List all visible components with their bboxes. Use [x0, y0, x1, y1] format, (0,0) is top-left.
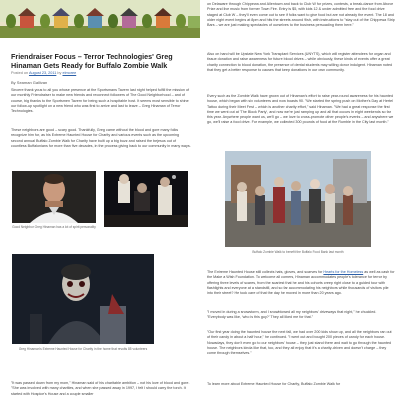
tree-icon [6, 14, 16, 28]
house-icon [122, 16, 136, 28]
house-icon [20, 16, 34, 28]
post-date-link[interactable]: August 23, 2011 [28, 71, 57, 75]
right-paragraph-4-end: as well as cash for the Make a Wish Foundation. To welcome all comers, Hinaman accommodates people's tolerance for terror by offering three levels of scares, from the scariest that he and his cohorts creep right close to a guided tour with flashlights and everyone at a standstill, and so far accommodating his neighbors while thousands of visitors pile into their street? He took care of that the day he moved in more than 20 years ago. [207, 270, 395, 296]
post-title[interactable]: Friendraiser Focus – Terror Technologies' Greg Hinaman Gets Ready for Buffalo Zombie Walk [11, 52, 173, 70]
photo-caption-3: Buffalo Zombie Walk to benefit the Buffalo Food Bank last month [252, 250, 344, 254]
haunted-house-image [104, 171, 188, 227]
right-paragraph-4 [207, 270, 395, 296]
tree-icon [142, 14, 152, 28]
post-author-link[interactable]: elmoree [62, 71, 77, 75]
house-icon [54, 16, 68, 28]
tree-icon [40, 14, 50, 28]
roof-icon [154, 8, 172, 16]
meta-prefix: Posted on [11, 71, 29, 75]
photo-zombie[interactable] [12, 254, 154, 344]
right-paragraph-1: on Delaware through Chippewa and Allentown and back to Club W for prizes, contests, a break-dance from Above Prize and live music from former Town Fire. Entry is $5, with kids 12 & under admitted free and the food drive staged at Club W – they'll even come out to see if folks want to give food but are not already the event. The 18 and older night event begins at 8pm and hits the streets around 9ish, with instructions to "stay out of the Chippewa Strip Bars – we are just making spectacles of ourselves to the business persuading them here." [207, 2, 395, 28]
tree-icon [74, 14, 84, 28]
right-paragraph-3: Every such as the Zombie Walk have grown out of Hinaman's effort to raise year-round awareness for his haunted house, which began with six volunteers and now boasts 90. "We started the spring push on Mother's Day at Hertel Tattoo during their Meet Fest – which is another charity effort," said Hinaman. "We had a great response the first time we went out at 'The Block Party', and now we're just ramping up and all that occurs in eight weekends so far this year. Anywhere people want us, we'll go – we love to cross-promote other people's events – and anywhere we go, we'll raise a food drive. For example, we collected 300 pounds of food at the Rumble in the City last month." [207, 94, 394, 125]
photo-haunted-house[interactable] [104, 171, 188, 227]
portrait-image [12, 171, 96, 223]
photo-caption-1: Good Neighbor Greg Hinaman has a lot of spirit personality [12, 225, 96, 229]
paragraph-3: "It was passed down from my mom," Hinaman said of his charitable ambition – not his love of blood and gore. "She was involved with many charities, and when she passed away in 1997, I felt I should carry the torch. It started with Hospice's House and a couple smaller [11, 381, 190, 396]
right-paragraph-2: Also on hand will be Upstate New York Transplant Services (UNYTS), which will register attendees for organ and tissue donation and raise awareness for future blood drives – while obviously, these kinds of events offer a great charity connection to blood donation, the presence of dental students may willing donor indulgent. Hinaman noted that they get a better response to causes that keep donations in our own community. [207, 52, 393, 72]
right-paragraph-7: To learn more about Extreme Haunted House for Charity, Buffalo Zombie Walk for [207, 382, 341, 386]
house-icon [156, 16, 170, 28]
meta-mid: by [57, 71, 62, 75]
right-paragraph-5: "I moved in during a snowstorm, and I snowblowed all my neighbors' driveways that night," he chuckled. "Everybody was like, 'who is this guy?' They all liked me for that." [207, 310, 377, 320]
continued-column [200, 0, 400, 400]
paragraph-2: These neighbors are good – scary good. Thankfully, Greg came without the blood and gore many folks recognize him for, as his Extreme Haunted House for Charity and various events such as the upcoming second annual Buffalo Zombie Walk for Charity have built up a big buzz and raised the bejesus out of countless Buffalonians for more than five decades, in the process giving back to our community in many ways. [11, 128, 191, 148]
house-icon [88, 16, 102, 28]
site-banner[interactable] [0, 0, 200, 38]
hearts-for-the-homeless-link[interactable]: Hearts for the Homeless [323, 270, 364, 274]
roof-icon [120, 8, 138, 16]
zombie-image [12, 254, 154, 344]
right-paragraph-4-start: The Extreme Haunted House still collects hats, gloves, and scarves for [207, 270, 323, 274]
paragraph-1: Sincere thank yous to all you whose presence at the Sportsmans Tavern last night helped fulfill the mission of our monthly Friendraiser to make new friends and reconnect followers of The Good Neighborhood – and of course, big thanks to the Sportsmen Tavern for being such a hospitable host. It seems most sensible to shine our follow-up spotlight on a new friend who was first to arrive and last to leave – Greg Hinaman of Terror Technologies. [11, 88, 190, 114]
roof-icon [18, 8, 36, 16]
byline: By Seaman Gallivan [11, 80, 48, 85]
photo-greg-hinaman[interactable] [12, 171, 96, 223]
zombie-walk-image [225, 151, 371, 247]
photo-zombie-walk[interactable] [225, 151, 371, 247]
roof-icon [86, 8, 104, 16]
right-paragraph-6: "Our first year doing the haunted house the next fall, we had over 200 kids show up, and all the neighbors ran out of their candy in about a half hour," he continued. "I went out and bought 200 pieces of candy for each house. Nowadays, they don't even go to our neighbors' house – they just stand there and wait to go through the haunted house. The neighbors kinda like that, too, and they all enjoy that it's a charity-driven and doesn't charge – they come through themselves." [207, 330, 392, 356]
house-icon [188, 16, 200, 28]
photo-caption-2: Greg Hinaman's Extreme Haunted House for Charity in the home that revolts 85 volunteers [18, 347, 148, 351]
post-meta [11, 71, 76, 75]
tree-icon [108, 14, 118, 28]
roof-icon [52, 8, 70, 16]
tree-icon [176, 14, 186, 28]
